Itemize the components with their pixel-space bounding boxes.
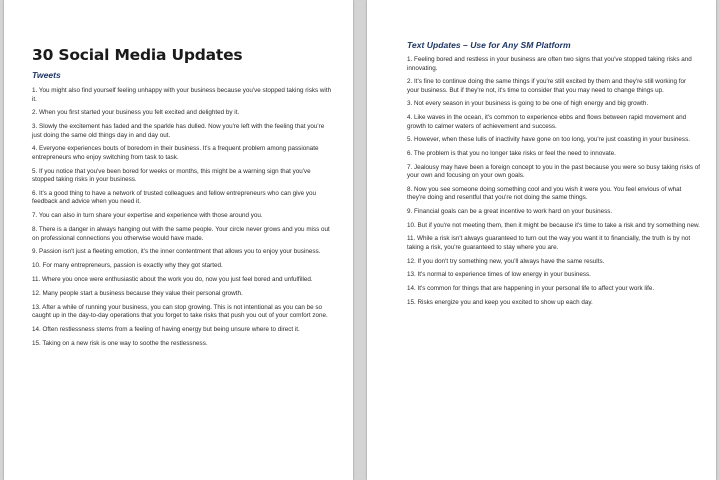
tweet-item: 4. Everyone experiences bouts of boredom in their business. It's a frequent problem among passionate entrepreneurs who enjoy switching from task to task. [32, 145, 319, 161]
text-update-item: 4. Like waves in the ocean, it's common to experience ebbs and flows between rapid movement and growth to calmer waters of achievement and success. [407, 114, 687, 130]
tweet-item: 7. You can also in turn share your expertise and experience with those around you. [32, 212, 263, 220]
tweet-item: 15. Taking on a new risk is one way to soothe the restlessness. [32, 339, 208, 347]
text-update-item: 10. But if you're not meeting them, then it might be because it's time to take a risk and try something new. [407, 221, 700, 229]
document-title: 30 Social Media Updates [32, 46, 243, 64]
text-update-item: 3. Not every season in your business is going to be one of high energy and big growth. [407, 100, 649, 108]
tweet-item: 13. After a while of running your business, you can stop growing. This is not intentional as you can be so caught up in the day-to-day operations that you forget to take risks that push you out of your comfort zone. [32, 303, 328, 320]
text-update-item: 14. It's common for things that are happening in your personal life to affect your work life. [407, 284, 655, 292]
text-update-item: 7. Jealousy may have been a foreign concept to you in the past because you were so busy taking risks of your own and focusing on your own goals. [407, 163, 700, 180]
tweet-item: 8. There is a danger in always hanging out with the same people. Your circle never grows and you miss out on professional connections you otherwise would have made. [32, 226, 330, 242]
text-update-item: 13. It's normal to experience times of low energy in your business. [407, 271, 591, 279]
text-update-item: 11. While a risk isn't always guaranteed to turn out the way you want it to financially, the truth is by not taking a risk, you're guaranteed to stay where you are. [407, 235, 691, 251]
tweet-item: 6. It's a good thing to have a network of trusted colleagues and fellow entrepreneurs who can give you feedback and advice when you need it. [32, 189, 317, 206]
text-update-item: 2. It's fine to continue doing the same things if you're still excited by them and they're still working for your business. But if they're not, it's time to consider that you may need to change things up. [407, 78, 687, 94]
text-update-item: 12. If you don't try something new, you'll always have the same results. [407, 257, 605, 265]
text-update-item: 5. However, when these lulls of inactivity have gone on too long, you're just coasting in your business. [407, 136, 690, 144]
document-page-left [4, 0, 353, 480]
text-update-item: 15. Risks energize you and keep you excited to show up each day. [407, 298, 593, 306]
section-heading-text-updates: Text Updates – Use for Any SM Platform [407, 40, 571, 50]
text-update-item: 9. Financial goals can be a great incentive to work hard on your business. [407, 208, 613, 215]
tweet-item: 3. Slowly the excitement has faded and the sparkle has dulled. Now you're left with the feeling that you're just doing the same old things day in and day out. [32, 123, 325, 139]
section-heading-tweets: Tweets [32, 70, 61, 80]
document-page-right [367, 0, 716, 480]
tweet-item: 5. If you notice that you've been bored for weeks or months, this might be a warning sign that you've stopped taking risks in your business. [32, 167, 311, 184]
text-update-item: 1. Feeling bored and restless in your business are often two signs that you've stopped taking risks and innovating. [407, 56, 692, 72]
tweet-item: 10. For many entrepreneurs, passion is exactly why they got started. [32, 262, 223, 270]
tweet-item: 14. Often restlessness stems from a feeling of having energy but being unsure where to direct it. [32, 325, 300, 333]
tweet-item: 12. Many people start a business because they value their personal growth. [32, 289, 243, 297]
tweet-item: 11. Where you once were enthusiastic about the work you do, now you just feel bored and unfulfilled. [32, 275, 313, 283]
text-update-item: 6. The problem is that you no longer take risks or feel the need to innovate. [407, 149, 616, 157]
tweet-item: 2. When you first started your business you felt excited and delighted by it. [32, 109, 240, 117]
tweet-item: 1. You might also find yourself feeling unhappy with your business because you've stopped taking risks with it. [32, 87, 332, 103]
text-updates-list [407, 56, 700, 307]
tweets-list [32, 87, 333, 348]
tweet-item: 9. Passion isn't just a fleeting emotion, it's the inner contentment that allows you to enjoy your business. [32, 248, 321, 256]
text-update-item: 8. Now you see someone doing something cool and you wish it were you. You feel envious of what they're doing and resentful that you're not doing the same things. [407, 185, 682, 202]
